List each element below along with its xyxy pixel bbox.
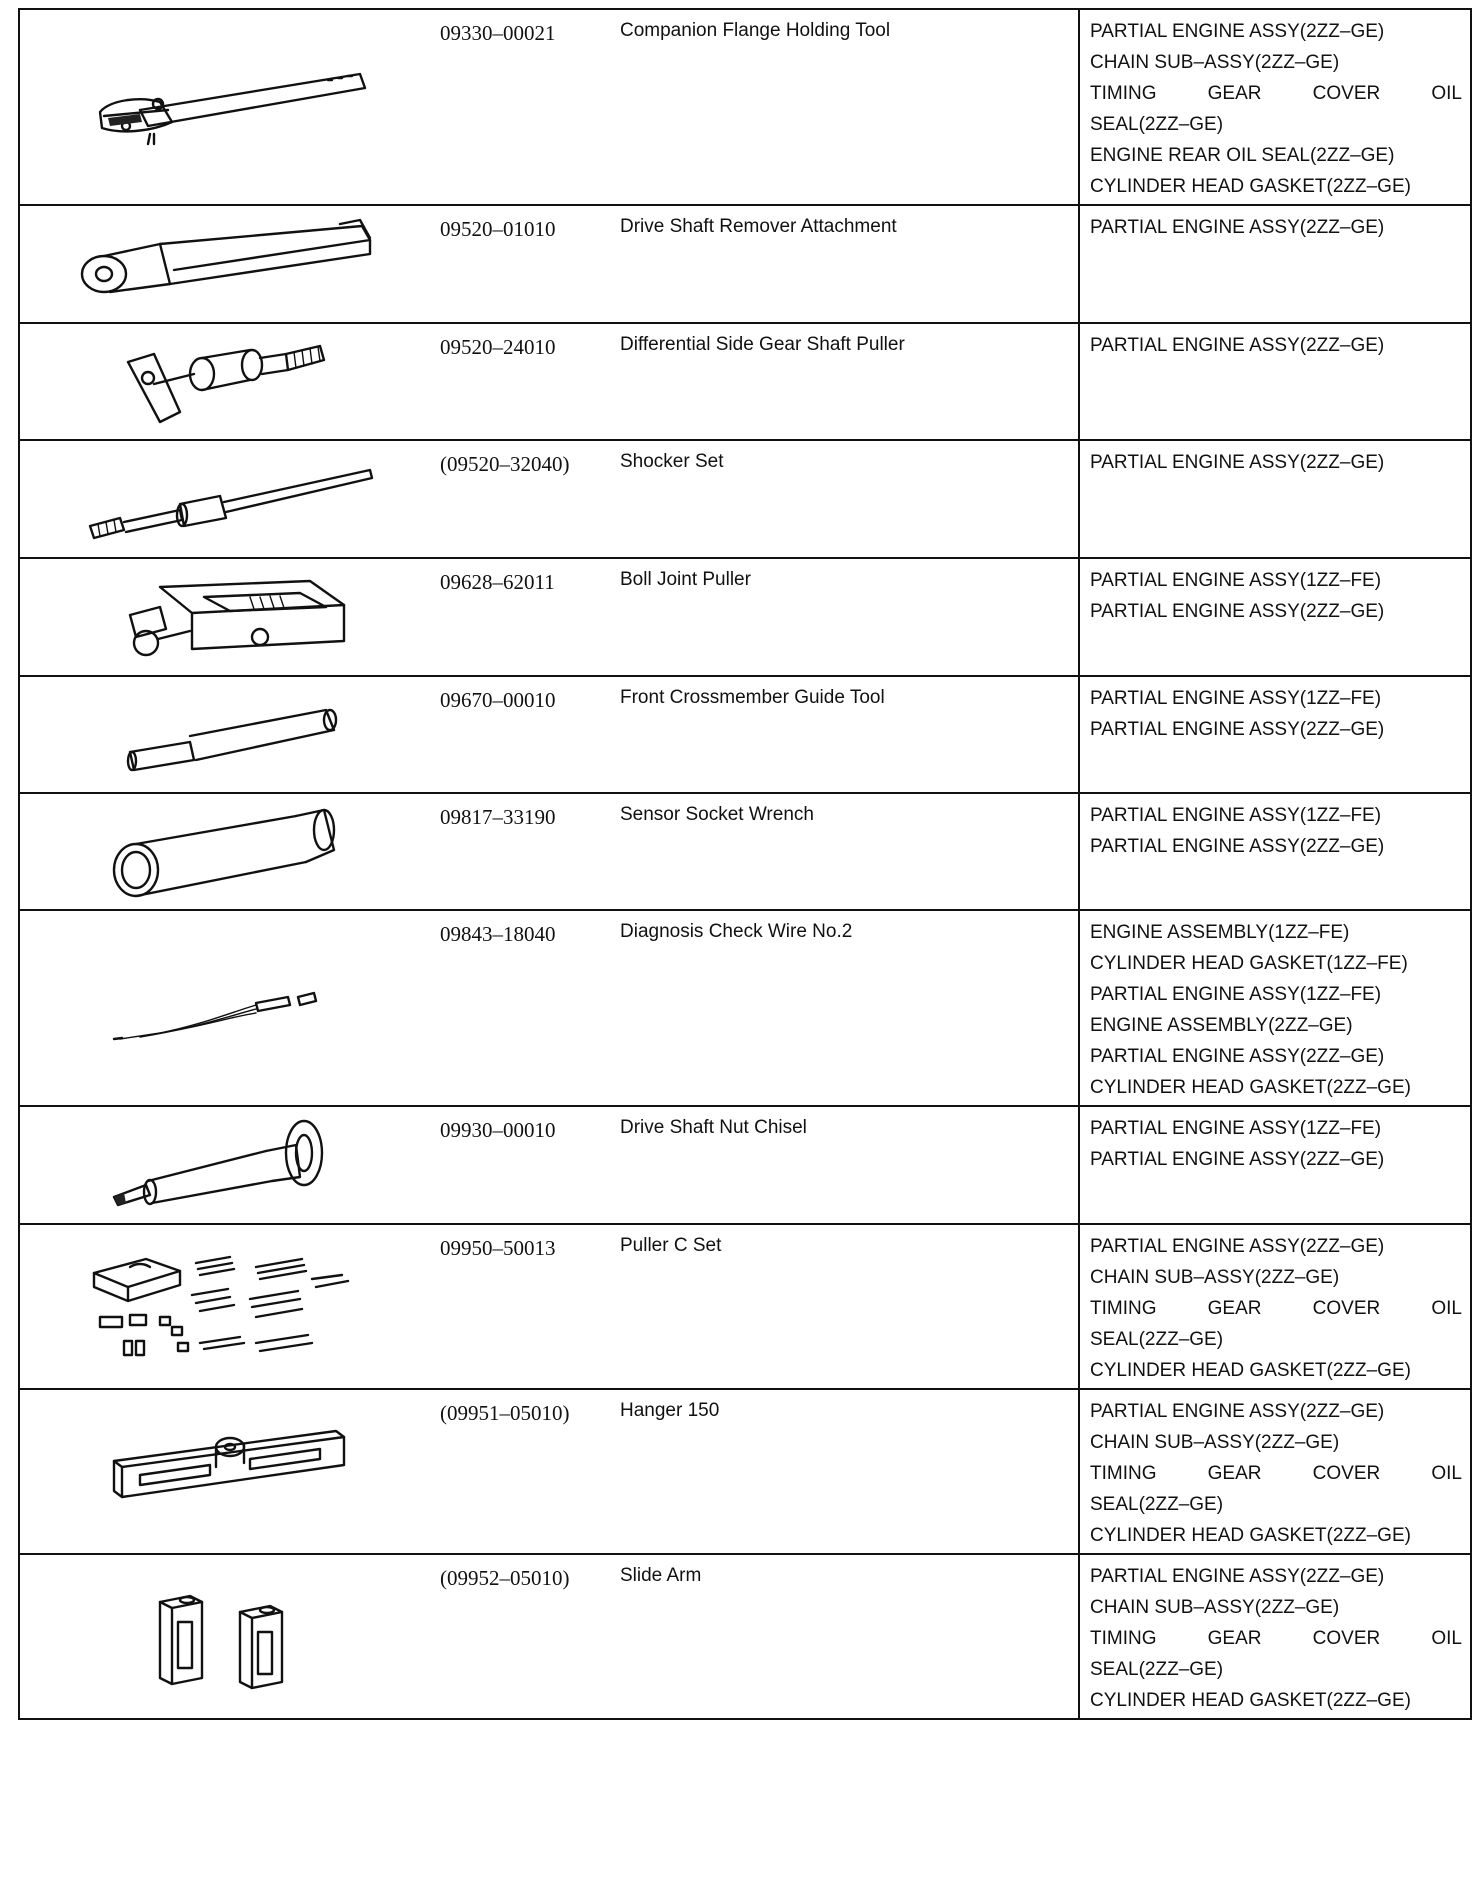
reference-line: CHAIN SUB–ASSY(2ZZ–GE) [1090, 1597, 1340, 1618]
tool-illustration-cell [19, 793, 440, 910]
boll-joint-puller-icon [100, 567, 360, 667]
tool-illustration-cell [19, 9, 440, 205]
reference-line: CYLINDER HEAD GASKET(2ZZ–GE) [1090, 1360, 1411, 1381]
tool-name: Boll Joint Puller [612, 558, 1079, 676]
reference-word: GEAR [1207, 83, 1262, 104]
reference-word: OIL [1431, 1463, 1462, 1484]
reference-line: CYLINDER HEAD GASKET(2ZZ–GE) [1090, 1690, 1411, 1711]
reference-word: COVER [1312, 1298, 1381, 1319]
part-number: 09950–50013 [440, 1224, 612, 1389]
reference-line: PARTIAL ENGINE ASSY(2ZZ–GE) [1090, 719, 1385, 740]
part-number: 09670–00010 [440, 676, 612, 793]
reference-cell [1079, 676, 1471, 793]
tool-name: Sensor Socket Wrench [612, 793, 1079, 910]
tool-row [19, 793, 1471, 910]
reference-word: COVER [1312, 1628, 1381, 1649]
reference-line: PARTIAL ENGINE ASSY(1ZZ–FE) [1090, 688, 1382, 709]
part-number: 09930–00010 [440, 1106, 612, 1224]
special-service-tools-table [18, 8, 1472, 1720]
differential-side-gear-shaft-puller-icon [110, 332, 350, 432]
reference-line: CYLINDER HEAD GASKET(2ZZ–GE) [1090, 176, 1411, 197]
reference-word: GEAR [1207, 1298, 1262, 1319]
reference-line: CYLINDER HEAD GASKET(1ZZ–FE) [1090, 953, 1408, 974]
companion-flange-holding-tool-icon [80, 52, 380, 162]
reference-line [1090, 1293, 1462, 1324]
tool-row [19, 205, 1471, 323]
tool-name: Drive Shaft Nut Chisel [612, 1106, 1079, 1224]
reference-word: TIMING [1090, 1298, 1157, 1319]
part-number: 09843–18040 [440, 910, 612, 1106]
reference-word: GEAR [1207, 1628, 1262, 1649]
part-number: (09520–32040) [440, 440, 612, 558]
reference-line: SEAL(2ZZ–GE) [1090, 114, 1224, 135]
reference-cell [1079, 1389, 1471, 1554]
reference-line: PARTIAL ENGINE ASSY(1ZZ–FE) [1090, 1118, 1382, 1139]
tool-name: Hanger 150 [612, 1389, 1079, 1554]
part-number: 09520–01010 [440, 205, 612, 323]
hanger-150-icon [100, 1417, 360, 1527]
tool-name: Slide Arm [612, 1554, 1079, 1719]
reference-line: PARTIAL ENGINE ASSY(2ZZ–GE) [1090, 335, 1385, 356]
reference-line: ENGINE ASSEMBLY(1ZZ–FE) [1090, 922, 1350, 943]
tool-row [19, 1389, 1471, 1554]
reference-cell [1079, 558, 1471, 676]
reference-line: PARTIAL ENGINE ASSY(2ZZ–GE) [1090, 1401, 1385, 1422]
tool-illustration-cell [19, 676, 440, 793]
reference-line: ENGINE REAR OIL SEAL(2ZZ–GE) [1090, 145, 1395, 166]
reference-cell [1079, 9, 1471, 205]
reference-line: PARTIAL ENGINE ASSY(2ZZ–GE) [1090, 1236, 1385, 1257]
tool-row [19, 558, 1471, 676]
reference-line: ENGINE ASSEMBLY(2ZZ–GE) [1090, 1015, 1353, 1036]
tool-row [19, 676, 1471, 793]
reference-line: SEAL(2ZZ–GE) [1090, 1329, 1224, 1350]
part-number: (09952–05010) [440, 1554, 612, 1719]
reference-line: PARTIAL ENGINE ASSY(2ZZ–GE) [1090, 1149, 1385, 1170]
reference-cell [1079, 1554, 1471, 1719]
tool-row [19, 1106, 1471, 1224]
tool-illustration-cell [19, 558, 440, 676]
reference-line: SEAL(2ZZ–GE) [1090, 1659, 1224, 1680]
diagnosis-check-wire-icon [100, 963, 360, 1053]
reference-cell [1079, 793, 1471, 910]
reference-word: TIMING [1090, 1463, 1157, 1484]
tool-row [19, 1554, 1471, 1719]
reference-line: CYLINDER HEAD GASKET(2ZZ–GE) [1090, 1525, 1411, 1546]
sensor-socket-wrench-icon [100, 802, 360, 902]
reference-line: CHAIN SUB–ASSY(2ZZ–GE) [1090, 1432, 1340, 1453]
reference-cell [1079, 910, 1471, 1106]
reference-line: PARTIAL ENGINE ASSY(1ZZ–FE) [1090, 984, 1382, 1005]
reference-line: PARTIAL ENGINE ASSY(2ZZ–GE) [1090, 1566, 1385, 1587]
tool-illustration-cell [19, 1554, 440, 1719]
reference-line: CYLINDER HEAD GASKET(2ZZ–GE) [1090, 1077, 1411, 1098]
part-number: (09951–05010) [440, 1389, 612, 1554]
tool-row [19, 910, 1471, 1106]
part-number: 09817–33190 [440, 793, 612, 910]
reference-line: PARTIAL ENGINE ASSY(2ZZ–GE) [1090, 601, 1385, 622]
reference-word: TIMING [1090, 83, 1157, 104]
tool-illustration-cell [19, 1106, 440, 1224]
part-number: 09628–62011 [440, 558, 612, 676]
tool-illustration-cell [19, 440, 440, 558]
reference-line [1090, 78, 1462, 109]
reference-word: COVER [1312, 1463, 1381, 1484]
drive-shaft-nut-chisel-icon [100, 1115, 360, 1215]
puller-c-set-icon [80, 1247, 380, 1367]
reference-word: TIMING [1090, 1628, 1157, 1649]
reference-line [1090, 1458, 1462, 1489]
reference-cell [1079, 323, 1471, 440]
tool-illustration-cell [19, 910, 440, 1106]
tool-name: Diagnosis Check Wire No.2 [612, 910, 1079, 1106]
reference-line: PARTIAL ENGINE ASSY(1ZZ–FE) [1090, 805, 1382, 826]
reference-line: CHAIN SUB–ASSY(2ZZ–GE) [1090, 52, 1340, 73]
reference-word: OIL [1431, 1628, 1462, 1649]
reference-cell [1079, 1106, 1471, 1224]
reference-line: PARTIAL ENGINE ASSY(2ZZ–GE) [1090, 1046, 1385, 1067]
front-crossmember-guide-tool-icon [110, 690, 350, 780]
drive-shaft-remover-attachment-icon [70, 214, 390, 314]
reference-cell [1079, 1224, 1471, 1389]
slide-arm-icon [130, 1582, 330, 1692]
tool-illustration-cell [19, 1224, 440, 1389]
reference-line: PARTIAL ENGINE ASSY(2ZZ–GE) [1090, 452, 1385, 473]
shocker-set-icon [80, 454, 380, 544]
reference-line: PARTIAL ENGINE ASSY(2ZZ–GE) [1090, 217, 1385, 238]
tool-illustration-cell [19, 1389, 440, 1554]
tool-name: Shocker Set [612, 440, 1079, 558]
reference-word: OIL [1431, 83, 1462, 104]
tool-row [19, 323, 1471, 440]
part-number: 09330–00021 [440, 9, 612, 205]
reference-line [1090, 1623, 1462, 1654]
reference-cell [1079, 205, 1471, 323]
reference-cell [1079, 440, 1471, 558]
reference-line: CHAIN SUB–ASSY(2ZZ–GE) [1090, 1267, 1340, 1288]
tool-row [19, 440, 1471, 558]
reference-line: PARTIAL ENGINE ASSY(1ZZ–FE) [1090, 570, 1382, 591]
reference-line: PARTIAL ENGINE ASSY(2ZZ–GE) [1090, 836, 1385, 857]
reference-line: SEAL(2ZZ–GE) [1090, 1494, 1224, 1515]
reference-line: PARTIAL ENGINE ASSY(2ZZ–GE) [1090, 21, 1385, 42]
tool-name: Drive Shaft Remover Attachment [612, 205, 1079, 323]
part-number: 09520–24010 [440, 323, 612, 440]
tool-illustration-cell [19, 323, 440, 440]
tool-row [19, 9, 1471, 205]
tool-name: Companion Flange Holding Tool [612, 9, 1079, 205]
reference-word: COVER [1312, 83, 1381, 104]
tool-name: Front Crossmember Guide Tool [612, 676, 1079, 793]
tool-name: Differential Side Gear Shaft Puller [612, 323, 1079, 440]
tool-name: Puller C Set [612, 1224, 1079, 1389]
tool-row [19, 1224, 1471, 1389]
tool-illustration-cell [19, 205, 440, 323]
reference-word: OIL [1431, 1298, 1462, 1319]
reference-word: GEAR [1207, 1463, 1262, 1484]
